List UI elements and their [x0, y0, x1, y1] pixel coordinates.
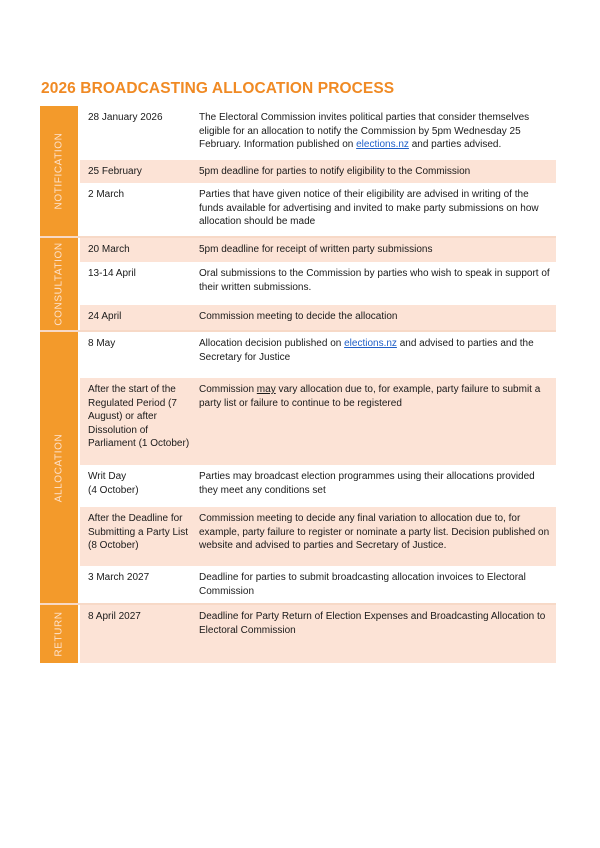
row-description: Commission meeting to decide any final variation to allocation due to, for example, party failure to register or nominate a party list. Decision published on website and advised to parties and Secretary of Justice.	[199, 513, 550, 551]
row-date: 2 March	[88, 189, 125, 200]
desc-text: Commission	[199, 384, 257, 395]
date-line: After the Deadline for Submitting a Party List	[88, 513, 189, 538]
row-date: 20 March	[88, 244, 130, 255]
elections-nz-link[interactable]: elections.nz	[344, 338, 397, 349]
section-notification	[40, 106, 556, 236]
row-description: 5pm deadline for parties to notify eligibility to the Commission	[199, 166, 471, 177]
row-description	[197, 111, 550, 155]
table-row	[80, 378, 556, 465]
row-date: 8 April 2027	[88, 611, 141, 622]
row-date	[88, 512, 197, 561]
desc-text: Allocation decision published on	[199, 338, 345, 349]
elections-nz-link[interactable]: elections.nz	[356, 139, 409, 150]
section-label-text: CONSULTATION	[53, 242, 65, 326]
row-description	[197, 383, 550, 460]
row-date: 28 January 2026	[88, 112, 163, 123]
row-date: 13-14 April	[88, 268, 136, 279]
row-description: 5pm deadline for receipt of written party submissions	[199, 244, 433, 255]
section-label-text: ALLOCATION	[53, 433, 65, 502]
section-return	[40, 603, 556, 663]
row-description	[197, 337, 550, 373]
section-allocation	[40, 330, 556, 603]
table-row	[80, 262, 556, 305]
section-label-text: RETURN	[53, 611, 65, 657]
row-description: Oral submissions to the Commission by parties who wish to speak in support of their written submissions.	[199, 268, 550, 293]
row-date: 24 April	[88, 311, 122, 322]
table-row	[80, 507, 556, 566]
desc-text: and advised to parties and the Secretary for Justice	[199, 338, 534, 363]
emphasis-may: may	[256, 384, 276, 395]
section-label-allocation	[40, 332, 80, 603]
allocation-process-table	[40, 106, 556, 663]
row-description: Parties may broadcast election programmes using their allocations provided they meet any conditions set	[199, 471, 535, 496]
table-row	[80, 465, 556, 507]
table-row	[80, 605, 556, 663]
row-description: Deadline for Party Return of Election Expenses and Broadcasting Allocation to Electoral Commission	[199, 611, 546, 636]
date-line: Writ Day	[88, 471, 127, 482]
section-label-notification	[40, 106, 80, 236]
table-row	[80, 183, 556, 236]
section-consultation	[40, 236, 556, 330]
table-row	[80, 238, 556, 262]
date-line: (8 October)	[88, 540, 139, 551]
row-date: After the start of the Regulated Period (7 August) or after Dissolution of Parliament (1 October)	[88, 384, 190, 449]
date-line: (4 October)	[88, 484, 139, 496]
table-row	[80, 305, 556, 330]
row-description: Deadline for parties to submit broadcasting allocation invoices to Electoral Commission	[199, 572, 526, 597]
row-date: 8 May	[88, 338, 116, 349]
section-label-consultation	[40, 238, 80, 330]
row-description: Commission meeting to decide the allocation	[199, 311, 398, 322]
row-date: 3 March 2027	[88, 572, 150, 583]
row-date	[88, 470, 197, 502]
desc-text: The Electoral Commission invites political parties that consider themselves eligible for an allocation to notify the Commission by 5pm Wednesday 25 February. Information published on	[199, 112, 530, 150]
table-row	[80, 160, 556, 183]
page-title: 2026 BROADCASTING ALLOCATION PROCESS	[41, 80, 395, 97]
table-row	[80, 332, 556, 378]
desc-text: vary allocation due to, for example, party failure to submit a party list or failure to continue to be registered	[199, 384, 541, 409]
desc-text: and parties advised.	[408, 139, 502, 150]
row-description: Parties that have given notice of their eligibility are advised in writing of the funds available for advertising and invited to make party submissions on how allocation should be made	[199, 189, 539, 227]
section-label-return	[40, 605, 80, 663]
table-row	[80, 106, 556, 160]
section-label-text: NOTIFICATION	[53, 132, 65, 210]
row-date: 25 February	[88, 166, 142, 177]
table-row	[80, 566, 556, 603]
